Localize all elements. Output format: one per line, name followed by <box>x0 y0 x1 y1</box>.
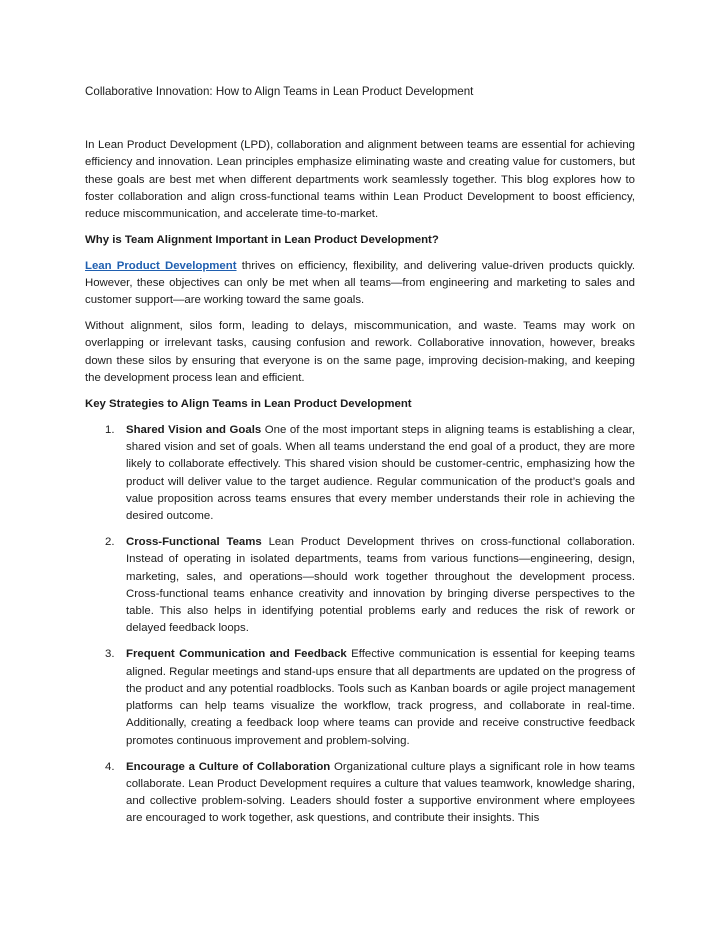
list-item-label: Frequent Communication and Feedback <box>126 648 347 661</box>
list-item-text: One of the most important steps in aligning teams is establishing a clear, shared vision and set of goals. When all teams understand the end goal of a product, they are more likely to collaborate effectively. This shared vision should be customer-centric, emphasizing how the product will deliver value to the target audience. Regular communication of the product’s goals and value proposition across teams ensures that every member understands their role in achieving the desired outcome. <box>126 423 635 523</box>
section-heading-strategies: Key Strategies to Align Teams in Lean Product Development <box>85 397 412 410</box>
list-item <box>85 759 635 828</box>
list-item <box>85 646 635 750</box>
intro-paragraph: In Lean Product Development (LPD), collaboration and alignment between teams are essential for achieving efficiency and innovation. Lean principles emphasize eliminating waste and creating value for customers, but these goals are best met when different departments work seamlessly together. This blog explores how to foster collaboration and align cross-functional teams within Lean Product Development to boost efficiency, reduce miscommunication, and accelerate time-to-market. <box>85 139 635 221</box>
alignment-paragraph-1-text: thrives on efficiency, flexibility, and delivering value-driven products quickly. However, these objectives can only be met when all teams—from engineering and marketing to sales and customer support—are working toward the same goals. <box>85 259 635 307</box>
alignment-paragraph-1 <box>85 258 635 310</box>
list-item <box>85 534 635 638</box>
list-item-text: Organizational culture plays a significant role in how teams collaborate. Lean Product Development requires a culture that values teamwork, knowledge sharing, and collective problem-solving. Leaders should foster a supportive environment where employees are encouraged to work together, ask questions, and contribute their insights. This <box>126 760 635 825</box>
document-body <box>85 137 635 836</box>
list-item-label: Cross-Functional Teams <box>126 535 262 548</box>
list-item-label: Shared Vision and Goals <box>126 423 262 436</box>
list-item-text: Effective communication is essential for keeping teams aligned. Regular meetings and stand-ups ensure that all departments are updated on the progress of the product and any potential roadblocks. Tools such as Kanban boards or agile project management platforms can help teams visualize the workflow, track progress, and collaborate in real-time. Additionally, creating a feedback loop where teams can provide and receive constructive feedback promotes continuous improvement and problem-solving. <box>126 648 635 747</box>
list-item-number: 2. <box>105 535 115 548</box>
list-item-label: Encourage a Culture of Collaboration <box>126 760 331 773</box>
lean-product-development-link[interactable]: Lean Product Development <box>85 259 237 272</box>
section-heading-alignment: Why is Team Alignment Important in Lean Product Development? <box>85 233 439 246</box>
list-item <box>85 422 635 526</box>
page-title: Collaborative Innovation: How to Align Teams in Lean Product Development <box>85 85 474 98</box>
list-item-text: Lean Product Development thrives on cross-functional collaboration. Instead of operating in isolated departments, teams from various functions—engineering, design, marketing, sales, and operations—should work together throughout the development process. Cross-functional teams enhance creativity and innovation by bringing diverse perspectives to the table. This also helps in identifying potential problems early and reduces the risk of rework or delayed feedback loops. <box>126 535 636 635</box>
list-item-number: 3. <box>105 648 115 661</box>
list-item-number: 1. <box>105 423 115 436</box>
alignment-paragraph-2: Without alignment, silos form, leading to delays, miscommunication, and waste. Teams may work on overlapping or irrelevant tasks, causing confusion and rework. Collaborative innovation, however, breaks down these silos by ensuring that everyone is on the same page, improving decision-making, and keeping the development process lean and efficient. <box>85 320 635 385</box>
strategies-list <box>85 422 635 828</box>
list-item-number: 4. <box>105 760 115 773</box>
